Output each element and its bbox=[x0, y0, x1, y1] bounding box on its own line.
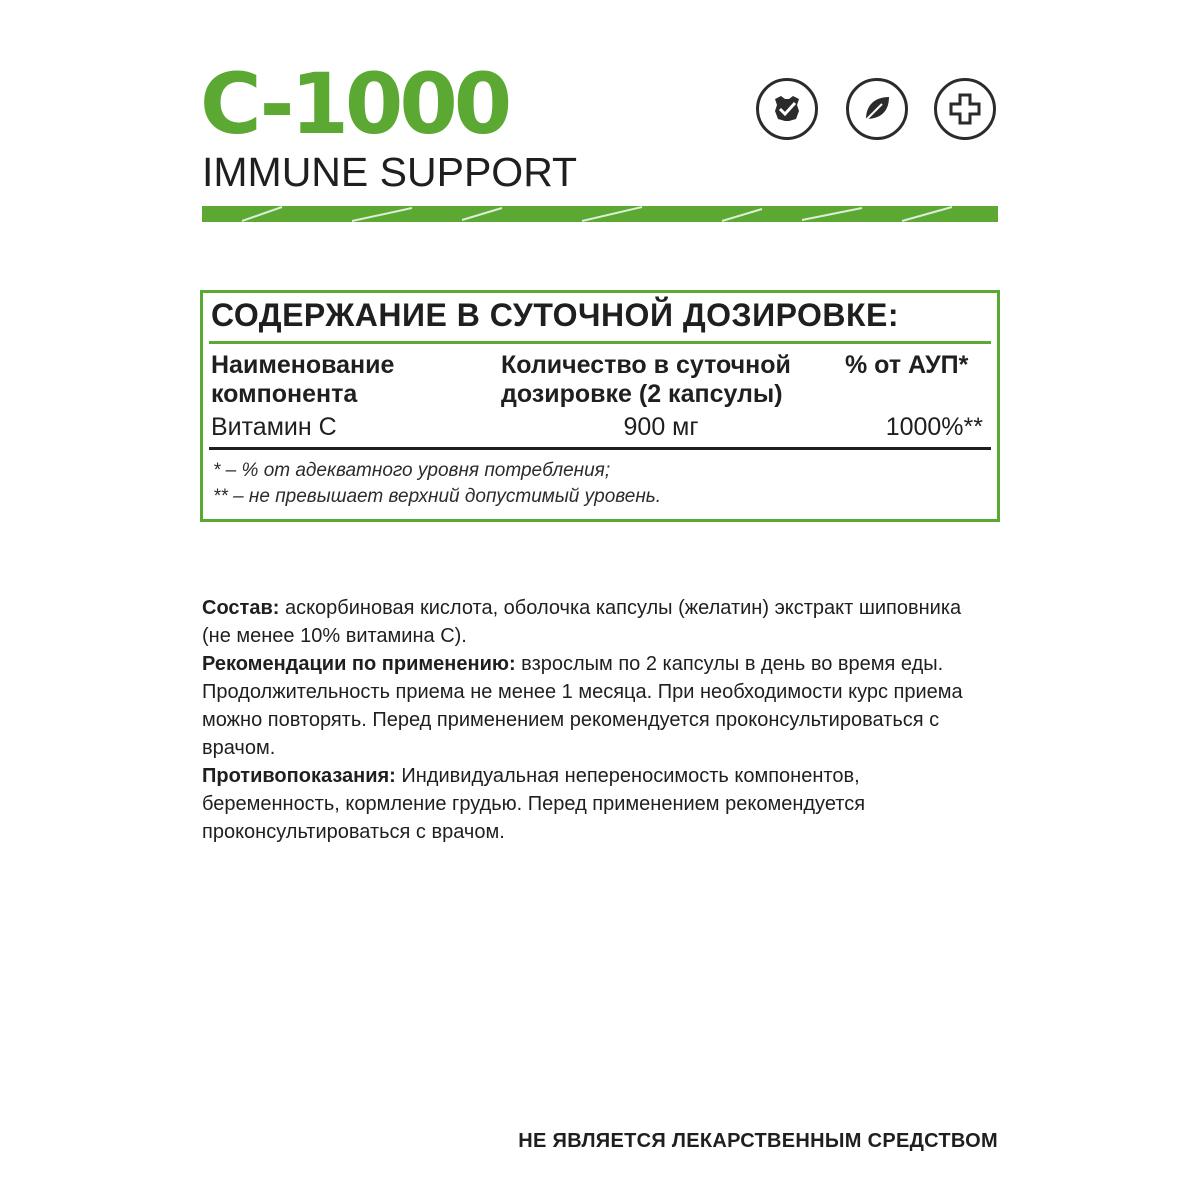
medical-cross-icon bbox=[934, 78, 996, 140]
dosage-heading: СОДЕРЖАНИЕ В СУТОЧНОЙ ДОЗИРОВКЕ: bbox=[211, 297, 900, 333]
footnote: ** – не превышает верхний допустимый уровень. bbox=[213, 486, 662, 507]
usage-label: Рекомендации по применению: bbox=[202, 653, 516, 675]
composition-text: аскорбиновая кислота, оболочка капсулы (желатин) экстракт шиповника (не менее 10% витамина С). bbox=[202, 597, 962, 647]
composition-label: Состав: bbox=[202, 597, 280, 619]
row-percent: 1000%** bbox=[885, 413, 983, 441]
product-info bbox=[202, 594, 992, 846]
column-header-name: Наименование компонента bbox=[211, 351, 395, 408]
leaf-icon bbox=[846, 78, 908, 140]
divider bbox=[209, 447, 991, 450]
product-title: C-1000 bbox=[200, 55, 509, 153]
product-subtitle: IMMUNE SUPPORT bbox=[202, 149, 578, 195]
leather-check-icon bbox=[756, 78, 818, 140]
badge-icons bbox=[756, 78, 998, 144]
row-name: Витамин С bbox=[211, 413, 337, 441]
usage-paragraph bbox=[202, 650, 992, 762]
green-stripe bbox=[202, 206, 998, 222]
column-header-amount: Количество в суточной дозировке (2 капсулы) bbox=[501, 351, 791, 408]
row-amount: 900 мг bbox=[623, 413, 699, 441]
contraindications-label: Противопоказания: bbox=[202, 765, 396, 787]
dosage-table bbox=[200, 290, 1000, 522]
contraindications-text: Индивидуальная непереносимость компонентов, беременность, кормление грудью. Перед применением рекомендуется проконсультироваться с врачом. bbox=[202, 765, 866, 843]
contraindications-paragraph bbox=[202, 762, 992, 846]
disclaimer: НЕ ЯВЛЯЕТСЯ ЛЕКАРСТВЕННЫМ СРЕДСТВОМ bbox=[518, 1130, 998, 1152]
composition-paragraph bbox=[202, 594, 992, 650]
column-header-percent: % от АУП* bbox=[845, 351, 969, 379]
footnote: * – % от адекватного уровня потребления; bbox=[213, 460, 611, 481]
usage-text: взрослым по 2 капсулы в день во время еды. Продолжительность приема не менее 1 месяца. При необходимости курс приема можно повторять. Перед применением рекомендуется проконсультироваться с врачом. bbox=[202, 653, 963, 759]
divider bbox=[209, 341, 991, 344]
